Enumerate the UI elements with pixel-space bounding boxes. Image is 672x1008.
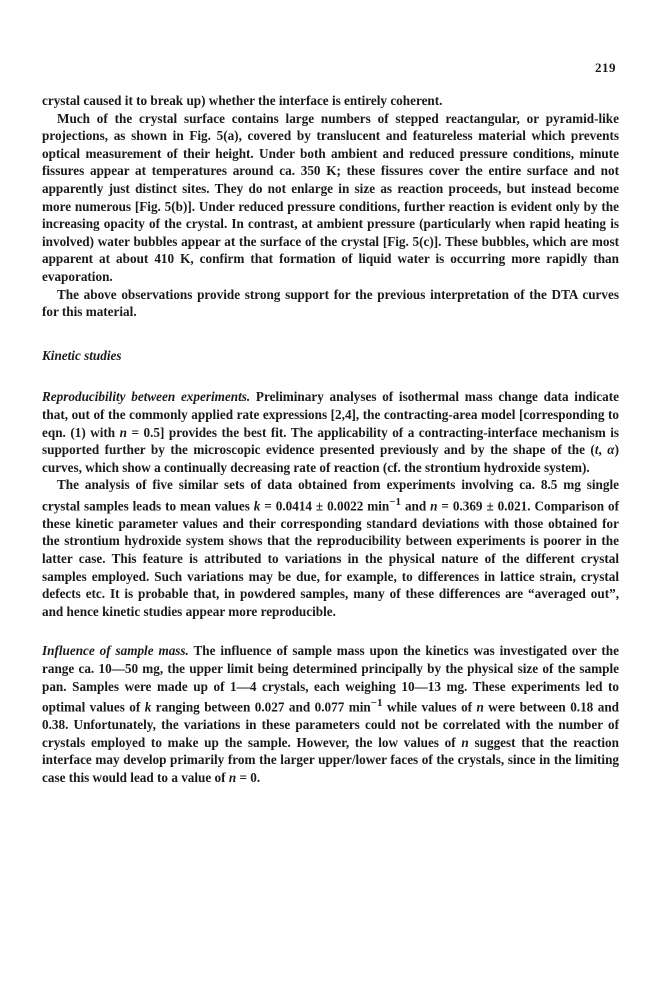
text-run: ) curves, which show a continually decreasing rate of reaction (cf. the strontium hydroxide system). xyxy=(42,442,619,475)
variable-n: n xyxy=(476,699,484,715)
section-heading-kinetic-studies: Kinetic studies xyxy=(42,347,122,363)
text-run: while values of xyxy=(382,699,477,715)
variable-k: k xyxy=(253,498,261,514)
text-run: were between 0.18 and 0.38. Unfortunately, the variations in these parameters could not be correlated with the number of crystals employed to make up the sample. However, the low values of xyxy=(42,699,619,750)
paragraph-five-data-sets xyxy=(42,476,619,620)
variable-n: n xyxy=(430,498,438,514)
superscript-minus-one: −1 xyxy=(389,495,402,508)
page-body xyxy=(42,92,619,787)
paragraph-dta-support: The above observations provide strong support for the previous interpretation of the DTA curves for this material. xyxy=(42,286,619,320)
paragraph-surface-observations: Much of the crystal surface contains large numbers of stepped reactangular, or pyramid-like projections, as shown in Fig. 5(a), covered by translucent and featureless material which prevents optical measurement of their height. Under both ambient and reduced pressure conditions, minute fissures appear at temperatures around ca. 350 K; these fissures cover the entire surface and not apparently just distinct sites. They do not enlarge in size as reaction proceeds, but instead become more numerous [Fig. 5(b)]. Under reduced pressure conditions, further reaction is evident only by the increasing opacity of the crystal. In contrast, at ambient pressure (particularly when rapid heating is involved) water bubbles appear at the surface of the crystal [Fig. 5(c)]. These bubbles, which are most apparent at about 410 K, confirm that formation of liquid water is occurring more rapidly than evaporation. xyxy=(42,110,619,284)
variable-t: t xyxy=(594,442,599,458)
text-run: and xyxy=(401,498,431,514)
variable-alpha: α xyxy=(607,442,615,458)
text-run: = 0.5] provides the best fit. The applicability of a contracting-interface mechanism is supported further by the microscopic evidence presented previously and by the shape of the ( xyxy=(42,424,619,458)
text-run: Preliminary analyses of isothermal mass change data indicate that, out of the commonly applied rate expressions [2,4], the contracting-area model [corresponding to eqn. (1) with xyxy=(42,389,619,440)
paragraph-reproducibility xyxy=(42,388,619,476)
text-run: = 0.0414 ± 0.0022 min xyxy=(260,498,390,514)
variable-n: n xyxy=(228,769,237,785)
variable-k: k xyxy=(144,699,152,715)
text-run: ranging between 0.027 and 0.077 min xyxy=(151,699,371,715)
paragraph-sample-mass xyxy=(42,642,619,786)
variable-n: n xyxy=(119,424,127,440)
variable-n: n xyxy=(461,734,469,750)
text-run: The influence of sample mass upon the kinetics was investigated over the range ca. 10—50 mg, the upper limit being determined principally by the physical size of the sample pan. Samples were made up of 1—4 crystals, each weighing 10—13 mg. These experiments led to optimal values of xyxy=(42,643,619,715)
text-run: , xyxy=(598,442,608,458)
text-run: suggest that the reaction interface may develop primarily from the larger upper/lower faces of the crystals, since in the limiting case this would lead to a value of xyxy=(42,734,619,785)
superscript-minus-one: −1 xyxy=(370,697,383,710)
paragraph-continuation: crystal caused it to break up) whether the interface is entirely coherent. xyxy=(42,93,443,108)
subheading-reproducibility: Reproducibility between experiments. xyxy=(42,389,251,405)
text-run: = 0. xyxy=(236,769,261,785)
text-run: The analysis of five similar sets of data obtained from experiments involving ca. 8.5 mg single crystal samples leads to mean values xyxy=(42,477,619,514)
page-number: 219 xyxy=(595,60,616,75)
subheading-sample-mass: Influence of sample mass. xyxy=(42,643,189,659)
text-run: = 0.369 ± 0.021. Comparison of these kinetic parameter values and their corresponding standard deviations with those obtained for the strontium hydroxide system shows that the reproducibility between experiments is poorer in the latter case. This feature is attributed to variations in the physical nature of the different crystal samples employed. Such variations may be due, for example, to differences in lattice strain, crystal defects etc. It is probable that, in powdered samples, many of these differences are “averaged out”, and hence kinetic studies appear more reproducible. xyxy=(42,498,619,619)
